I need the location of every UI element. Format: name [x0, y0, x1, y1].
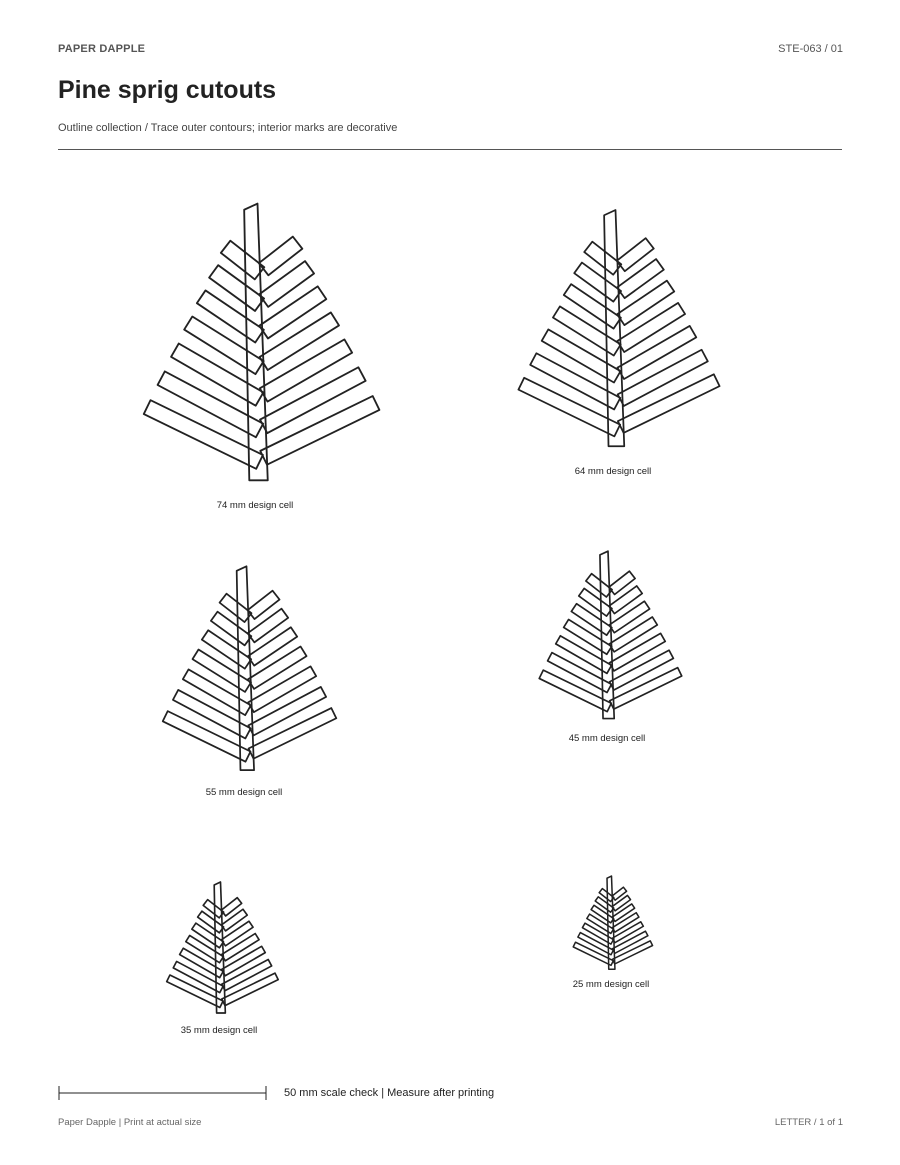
needle: [553, 306, 621, 355]
needle: [248, 591, 280, 619]
pine-sprig-25mm: [577, 876, 646, 970]
needle: [248, 627, 297, 665]
needle: [612, 895, 630, 910]
needle: [209, 265, 264, 311]
sprig-caption: 25 mm design cell: [572, 979, 650, 990]
pine-sprig-35mm: [172, 882, 269, 1014]
needle: [564, 284, 621, 328]
needle: [609, 601, 649, 633]
needle: [184, 317, 263, 375]
needle: [193, 650, 252, 692]
needle: [574, 263, 621, 302]
pine-sprig-45mm: [546, 551, 670, 720]
needle: [591, 905, 614, 923]
header-rule: [58, 149, 842, 150]
needle: [609, 586, 642, 614]
needle: [221, 909, 247, 931]
sprig-shape: [539, 551, 682, 718]
needle: [617, 238, 654, 271]
needle: [617, 281, 674, 325]
sprig-caption: 45 mm design cell: [568, 733, 646, 744]
needle: [220, 594, 252, 622]
needle: [192, 923, 224, 948]
page-indicator: LETTER / 1 of 1: [774, 1117, 843, 1128]
sprig-caption: 35 mm design cell: [180, 1025, 258, 1036]
needle: [259, 237, 302, 276]
pine-sprig-74mm: [155, 203, 360, 483]
needle: [221, 921, 253, 946]
needle: [248, 646, 307, 688]
pine-sprig-64mm: [528, 209, 703, 449]
needle: [612, 904, 635, 922]
needle: [518, 378, 620, 437]
needle: [202, 630, 251, 668]
sprig-shape: [167, 882, 278, 1013]
needle: [221, 934, 259, 961]
sprig-caption: 64 mm design cell: [574, 466, 652, 477]
needle: [259, 286, 326, 338]
needle: [248, 609, 288, 643]
needle: [617, 303, 685, 352]
page-title: Pine sprig cutouts: [58, 76, 277, 104]
sprig-caption: 55 mm design cell: [205, 787, 283, 798]
needle: [260, 396, 379, 465]
sprig-shape: [144, 204, 380, 481]
needle: [609, 617, 657, 652]
sprig-caption: 74 mm design cell: [216, 500, 294, 511]
needle: [579, 588, 612, 616]
pine-sprig-55mm: [171, 566, 322, 772]
needle: [617, 259, 664, 298]
needle: [259, 261, 314, 307]
needle: [144, 400, 263, 469]
needle: [197, 290, 264, 342]
needle: [587, 914, 614, 933]
sprig-shape: [573, 876, 652, 969]
needle: [260, 312, 339, 370]
needle: [221, 241, 264, 280]
brand-name: PAPER DAPPLE: [58, 43, 146, 55]
needle: [595, 897, 613, 912]
page-subtitle: Outline collection / Trace outer contours; interior marks are decorative: [58, 122, 398, 134]
needle: [584, 242, 621, 275]
needle: [186, 935, 224, 962]
document-id: STE-063 / 01: [778, 43, 843, 55]
scale-bar: [58, 1084, 268, 1102]
needle: [260, 367, 366, 433]
needle: [571, 604, 611, 636]
needle: [198, 911, 224, 933]
needle: [211, 612, 251, 646]
scale-bar-label: 50 mm scale check | Measure after printing: [284, 1087, 495, 1099]
sprig-shape: [163, 566, 337, 770]
needle: [618, 374, 720, 433]
needle: [564, 619, 612, 654]
footer-note: Paper Dapple | Print at actual size: [58, 1117, 202, 1128]
sprig-shape: [518, 210, 719, 446]
needle: [612, 913, 639, 932]
